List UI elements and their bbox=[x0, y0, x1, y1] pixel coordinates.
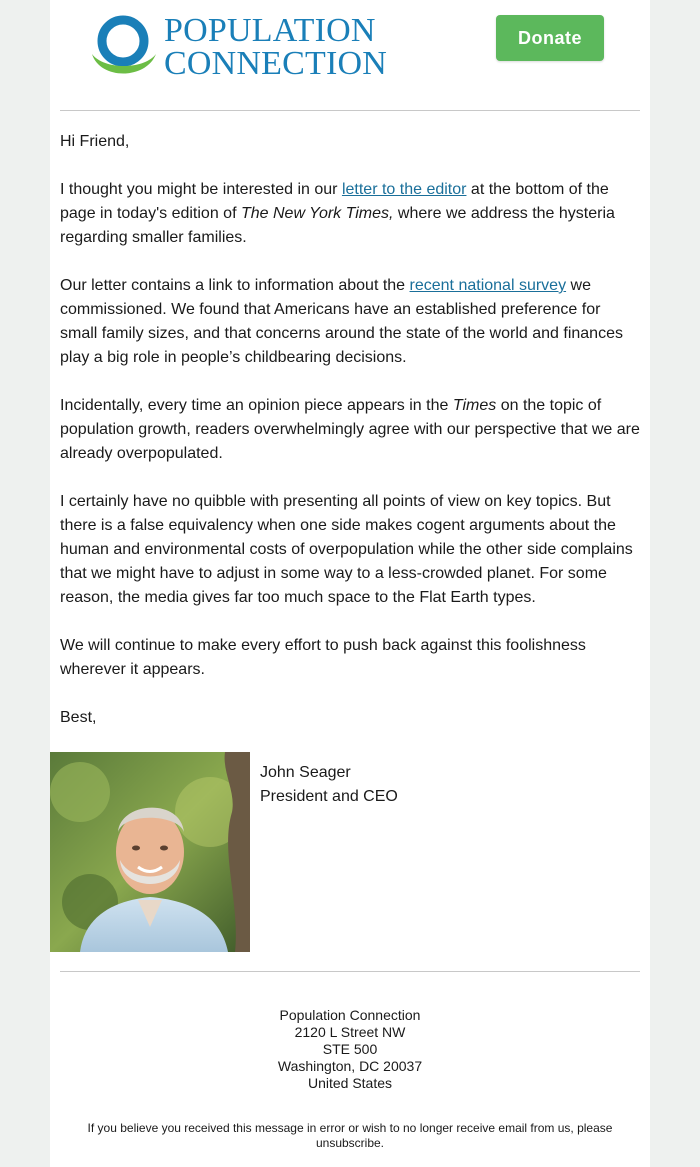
signer-name: John Seager bbox=[260, 764, 351, 781]
times-title: Times bbox=[452, 397, 497, 414]
paragraph-2 bbox=[60, 274, 642, 370]
signature-block bbox=[260, 761, 398, 809]
logo-line-2: CONNECTION bbox=[164, 45, 387, 82]
header-divider bbox=[60, 110, 640, 111]
p1-text-a: I thought you might be interested in our bbox=[60, 181, 342, 198]
footer-org: Population Connection bbox=[279, 1007, 421, 1023]
p3-text-a: Incidentally, every time an opinion piece appears in the bbox=[60, 397, 453, 414]
signer-photo bbox=[50, 752, 250, 952]
footer-country: United States bbox=[307, 1075, 393, 1091]
p1-text-b: at the bottom of the page in today's edition of bbox=[60, 181, 609, 222]
footer-street: 2120 L Street NW bbox=[294, 1024, 406, 1040]
letter-to-editor-link[interactable]: letter to the editor bbox=[341, 181, 467, 198]
logo-wordmark bbox=[164, 14, 387, 80]
paragraph-4: I certainly have no quibble with presenting all points of view on key topics. But there is a false equivalency when one side makes cogent arguments about the human and environmental costs of overpopulation while the other side complains that we might have to adjust in some way to a less-crowded planet. For some reason, the media gives far too much space to the Flat Earth types. bbox=[60, 493, 633, 606]
logo-ring-icon bbox=[90, 14, 160, 84]
population-connection-logo[interactable] bbox=[90, 12, 420, 82]
footer-suite: STE 500 bbox=[322, 1041, 378, 1057]
unsubscribe-note[interactable]: If you believe you received this message in error or wish to no longer receive email from us, please unsubscribe. bbox=[87, 1121, 613, 1150]
footer-address bbox=[50, 1007, 650, 1092]
paragraph-3 bbox=[60, 394, 642, 466]
national-survey-link[interactable]: recent national survey bbox=[409, 277, 567, 294]
paragraph-1 bbox=[60, 178, 642, 250]
paragraph-5: We will continue to make every effort to push back against this foolishness wherever it appears. bbox=[60, 637, 586, 678]
p3-text-b: on the topic of population growth, readers overwhelmingly agree with our perspective that we are already overpopulated. bbox=[60, 397, 640, 462]
logo-line-1: POPULATION bbox=[164, 12, 376, 49]
p2-text-b: we commissioned. We found that Americans have an established preference for small family sizes, and that concerns around the state of the world and finances play a big role in people’s childbearing decisions. bbox=[60, 277, 623, 366]
p1-text-c: where we address the hysteria regarding smaller families. bbox=[60, 205, 615, 246]
footer-city: Washington, DC 20037 bbox=[277, 1058, 423, 1074]
signer-title: President and CEO bbox=[260, 788, 398, 805]
nyt-title: The New York Times, bbox=[240, 205, 394, 222]
p2-text-a: Our letter contains a link to information about the bbox=[60, 277, 410, 294]
donate-button[interactable]: Donate bbox=[496, 15, 604, 61]
greeting: Hi Friend, bbox=[60, 133, 130, 150]
closing: Best, bbox=[60, 709, 97, 726]
letter-content bbox=[60, 130, 642, 754]
email-body bbox=[50, 0, 650, 1167]
footer-divider bbox=[60, 971, 640, 972]
